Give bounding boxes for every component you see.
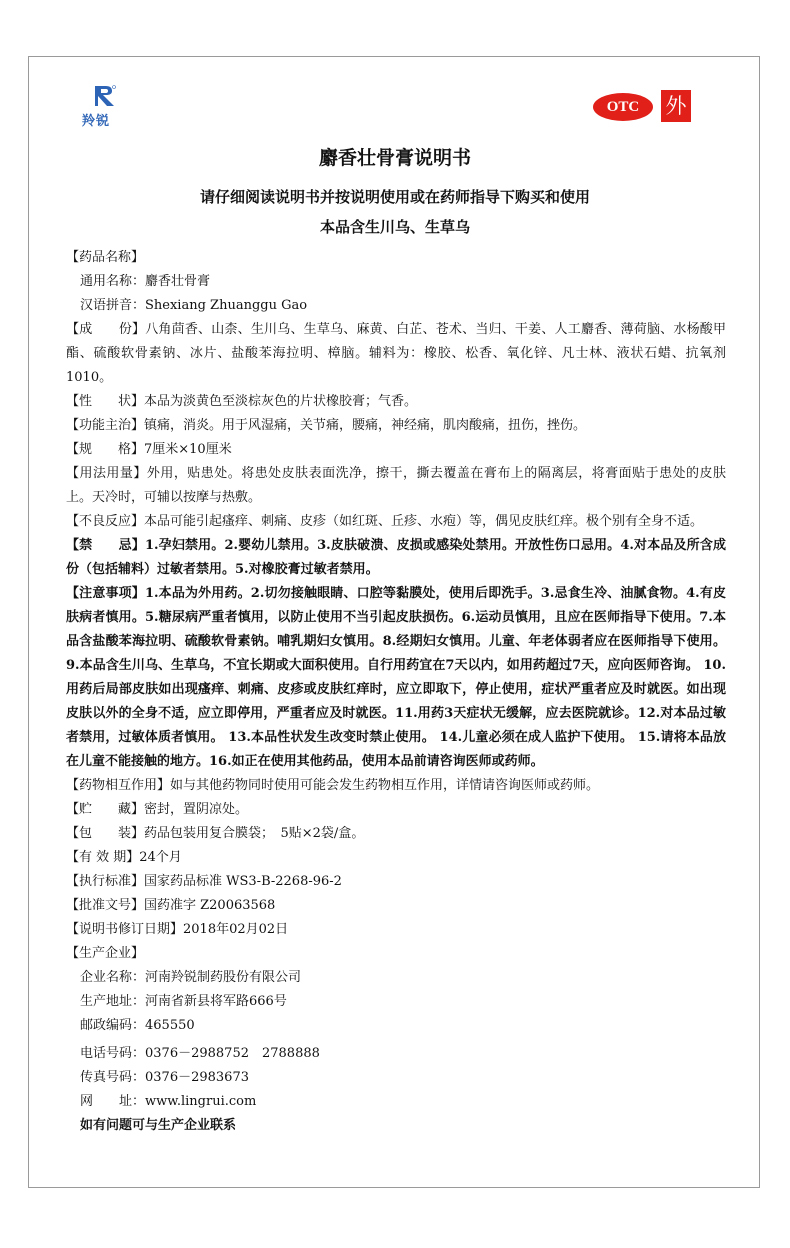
document-body [66, 246, 726, 1138]
contact-note: 如有问题可与生产企业联系 [80, 1118, 237, 1133]
ingredients-section: 【成 份】八角茴香、山柰、生川乌、生草乌、麻黄、白芷、苍术、当归、干姜、人工麝香、薄荷脑、水杨酸甲酯、硫酸软骨素钠、冰片、盐酸苯海拉明、樟脑。辅料为：橡胶、松香、氧化锌、凡士林、液状石蜡、抗氧剂1010。 [66, 322, 726, 385]
website: 网 址：www.lingrui.com [80, 1094, 257, 1109]
dosage-section: 【用法用量】外用，贴患处。将患处皮肤表面洗净，擦干，撕去覆盖在膏布上的隔离层，将膏面贴于患处的皮肤上。天冷时，可辅以按摩与热敷。 [66, 466, 726, 505]
postcode: 邮政编码：465550 [80, 1018, 195, 1033]
otc-badge: OTC [593, 93, 653, 121]
indications-section: 【功能主治】镇痛，消炎。用于风湿痛，关节痛，腰痛，神经痛，肌肉酸痛，扭伤，挫伤。 [66, 418, 587, 433]
package-section: 【包 装】药品包装用复合膜袋； 5贴×2袋/盒。 [66, 826, 365, 841]
fax-number: 传真号码：0376－2983673 [80, 1070, 249, 1085]
revision-date-section: 【说明书修订日期】2018年02月02日 [66, 922, 289, 937]
contraindications-section: 【禁 忌】1.孕妇禁用。2.婴幼儿禁用。3.皮肤破溃、皮损或感染处禁用。开放性伤口忌用。4.对本品及所含成份（包括辅料）过敏者禁用。5.对橡胶膏过敏者禁用。 [66, 538, 726, 577]
interactions-section: 【药物相互作用】如与其他药物同时使用可能会发生药物相互作用，详情请咨询医师或药师。 [66, 778, 600, 793]
lingrui-logo-icon [92, 84, 118, 108]
validity-section: 【有 效 期】24个月 [66, 850, 182, 865]
storage-section: 【贮 藏】密封，置阴凉处。 [66, 802, 249, 817]
company-name: 企业名称：河南羚锐制药股份有限公司 [80, 970, 302, 985]
generic-name: 通用名称：麝香壮骨膏 [80, 274, 211, 289]
document-title: 麝香壮骨膏说明书 [318, 147, 471, 169]
drug-name-header: 【药品名称】 [66, 250, 145, 265]
production-address: 生产地址：河南省新县将军路666号 [80, 994, 287, 1009]
brand-name: 羚锐 [82, 114, 111, 129]
company-logo [82, 84, 130, 130]
standard-section: 【执行标准】国家药品标准 WS3-B-2268-96-2 [66, 874, 342, 889]
character-section: 【性 状】本品为淡黄色至淡棕灰色的片状橡胶膏；气香。 [66, 394, 418, 409]
reading-notice: 请仔细阅读说明书并按说明使用或在药师指导下购买和使用 [199, 188, 590, 206]
ingredient-warning: 本品含生川乌、生草乌 [319, 218, 470, 236]
approval-section: 【批准文号】国药准字 Z20063568 [66, 898, 276, 913]
phone-number: 电话号码：0376－2988752 2788888 [80, 1046, 320, 1061]
manufacturer-header: 【生产企业】 [66, 946, 145, 961]
adverse-reactions-section: 【不良反应】本品可能引起瘙痒、刺痛、皮疹（如红斑、丘疹、水疱）等，偶见皮肤红痒。极个别有全身不适。 [66, 514, 704, 529]
precautions-section: 【注意事项】1.本品为外用药。2.切勿接触眼睛、口腔等黏膜处，使用后即洗手。3.忌食生冷、油腻食物。4.有皮肤病者慎用。5.糖尿病严重者慎用，以防止使用不当引起皮肤损伤。6.运动员慎用，且应在医师指导下使用。7.本品含盐酸苯海拉明、硫酸软骨素钠。哺乳期妇女慎用。8.经期妇女慎用。儿童、年老体弱者应在医师指导下使用。9.本品含生川乌、生草乌，不宜长期或大面积使用。自行用药宜在7天以内，如用药超过7天，应向医师咨询。 10.用药后局部皮肤如出现瘙痒、刺痛、皮疹或皮肤红痒时，应立即取下，停止使用，症状严重者应及时就医。如出现皮肤以外的全身不适，应立即停用，严重者应及时就医。11.用药3天症状无缓解，应去医院就诊。12.对本品过敏者禁用，过敏体质者慎用。 13.本品性状发生改变时禁止使用。 14.儿童必须在成人监护下使用。 15.请将本品放在儿童不能接触的地方。16.如正在使用其他药品，使用本品前请咨询医师或药师。 [66, 586, 726, 769]
external-use-badge: 外 [661, 90, 691, 122]
pinyin-name: 汉语拼音：Shexiang Zhuanggu Gao [80, 298, 308, 313]
specification-section: 【规 格】7厘米×10厘米 [66, 442, 232, 457]
